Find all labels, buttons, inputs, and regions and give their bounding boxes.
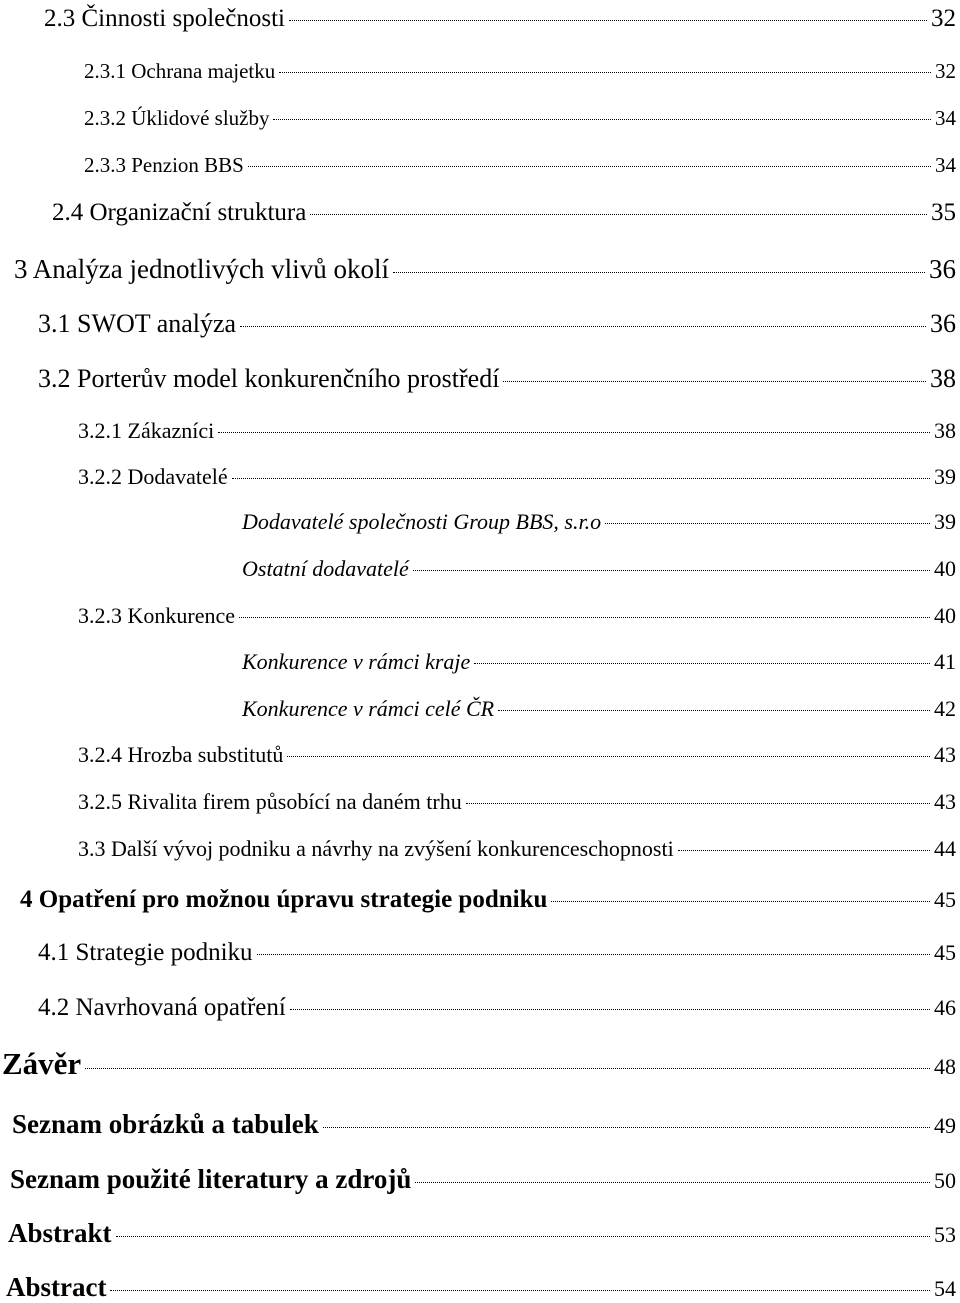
toc-entry-label: 3.2.5 Rivalita firem působící na daném trhu [78,789,462,814]
dot-leader [678,850,930,851]
toc-entry-label: 3 Analýza jednotlivých vlivů okolí [14,254,389,284]
toc-entry[interactable] [84,106,956,131]
toc-entry[interactable] [242,509,956,535]
toc-entry-page: 42 [934,696,956,721]
toc-entry[interactable] [12,1109,956,1140]
toc-entry-page: 34 [935,106,956,130]
dot-leader [498,710,930,711]
toc-entry-page: 38 [930,364,956,393]
toc-entry-label: 2.3.1 Ochrana majetku [84,59,276,83]
toc-entry-label: Abstrakt [8,1218,112,1248]
dot-leader [415,1182,930,1183]
toc-entry[interactable] [14,254,956,285]
toc-entry-label: 4.1 Strategie podniku [38,939,253,966]
toc-entry-label: Seznam použité literatury a zdrojů [10,1164,412,1194]
toc-entry-label: 3.2.1 Zákazníci [78,418,215,443]
toc-entry-page: 34 [935,153,956,177]
toc-entry-page: 53 [934,1222,956,1247]
toc-entry[interactable] [78,464,956,490]
dot-leader [323,1127,930,1128]
toc-entry-page: 43 [934,789,956,814]
toc-entry-label: 3.1 SWOT analýza [38,309,237,338]
toc-entry[interactable] [78,742,956,768]
toc-entry-page: 32 [931,5,956,32]
toc-entry-label: 2.3.3 Penzion BBS [84,153,244,177]
toc-entry-label: Konkurence v rámci celé ČR [242,696,495,721]
dot-leader [310,214,927,215]
dot-leader [466,803,930,804]
toc-entry-page: 39 [934,464,956,489]
toc-entry-page: 40 [934,603,956,628]
dot-leader [240,326,926,327]
toc-entry-label: 3.2.2 Dodavatelé [78,464,228,489]
toc-entry[interactable] [2,1046,956,1082]
toc-entry-label: 3.2.4 Hrozba substitutů [78,742,284,767]
toc-entry-label: Konkurence v rámci kraje [242,649,471,674]
dot-leader [551,901,930,902]
toc-entry[interactable] [242,649,956,675]
toc-entry-page: 46 [934,995,956,1020]
toc-entry-page: 39 [934,509,956,534]
dot-leader [218,432,930,433]
toc-entry-label: 2.3.2 Úklidové služby [84,106,270,130]
toc-entry-label: Dodavatelé společnosti Group BBS, s.r.o [242,509,602,534]
toc-entry-page: 36 [930,309,956,338]
toc-entry-page: 49 [934,1113,956,1138]
toc-entry-label: Ostatní dodavatelé [242,556,409,581]
dot-leader [289,20,927,21]
toc-entry[interactable] [10,1164,956,1195]
toc-entry[interactable] [8,1218,956,1249]
toc-entry-label: Závěr [2,1046,82,1081]
toc-entry-label: 3.2 Porterův model konkurenčního prostředí [38,364,500,393]
dot-leader [232,478,930,479]
toc-entry[interactable] [78,603,956,629]
dot-leader [503,381,926,382]
dot-leader [248,166,931,167]
toc-entry-label: 4.2 Navrhovaná opatření [38,994,286,1021]
toc-entry[interactable] [20,886,956,914]
toc-entry[interactable] [38,364,956,394]
toc-entry-page: 32 [935,59,956,83]
toc-entry-page: 45 [934,940,956,965]
toc-entry-page: 54 [934,1276,956,1301]
dot-leader [273,119,931,120]
toc-entry-label: 2.3 Činnosti společnosti [44,5,285,32]
toc-entry-label: Seznam obrázků a tabulek [12,1109,319,1139]
toc-entry-label: 3.2.3 Konkurence [78,603,236,628]
toc-entry-page: 38 [934,418,956,443]
toc-entry-page: 35 [931,199,956,226]
toc-entry-page: 48 [934,1054,956,1079]
dot-leader [110,1290,930,1291]
toc-entry-page: 43 [934,742,956,767]
dot-leader [393,272,925,273]
dot-leader [605,523,930,524]
toc-entry-label: 2.4 Organizační struktura [52,199,307,226]
toc-entry-page: 41 [934,649,956,674]
toc-entry[interactable] [242,556,956,582]
toc-entry[interactable] [78,418,956,444]
toc-entry[interactable] [52,199,956,227]
toc-entry[interactable] [38,994,956,1022]
dot-leader [279,72,931,73]
dot-leader [116,1236,930,1237]
dot-leader [239,617,930,618]
toc-entry-label: 3.3 Další vývoj podniku a návrhy na zvýšení konkurenceschopnosti [78,836,674,861]
toc-entry-page: 36 [929,254,956,284]
toc-entry-page: 50 [934,1168,956,1193]
toc-entry[interactable] [242,696,956,722]
toc-entry-page: 45 [934,887,956,912]
dot-leader [85,1068,930,1069]
toc-entry[interactable] [38,309,956,339]
toc-entry[interactable] [78,789,956,815]
dot-leader [474,663,930,664]
toc-entry-label: 4 Opatření pro možnou úpravu strategie podniku [20,886,548,913]
toc-entry-label: Abstract [6,1272,107,1302]
toc-entry[interactable] [44,5,956,33]
toc-entry[interactable] [84,153,956,178]
dot-leader [413,570,930,571]
toc-entry[interactable] [6,1272,956,1303]
toc-entry[interactable] [38,939,956,967]
dot-leader [257,954,930,955]
dot-leader [290,1009,930,1010]
dot-leader [287,756,930,757]
toc-entry-page: 40 [934,556,956,581]
toc-entry[interactable] [78,836,956,862]
toc-entry-page: 44 [934,836,956,861]
toc-entry[interactable] [84,59,956,84]
